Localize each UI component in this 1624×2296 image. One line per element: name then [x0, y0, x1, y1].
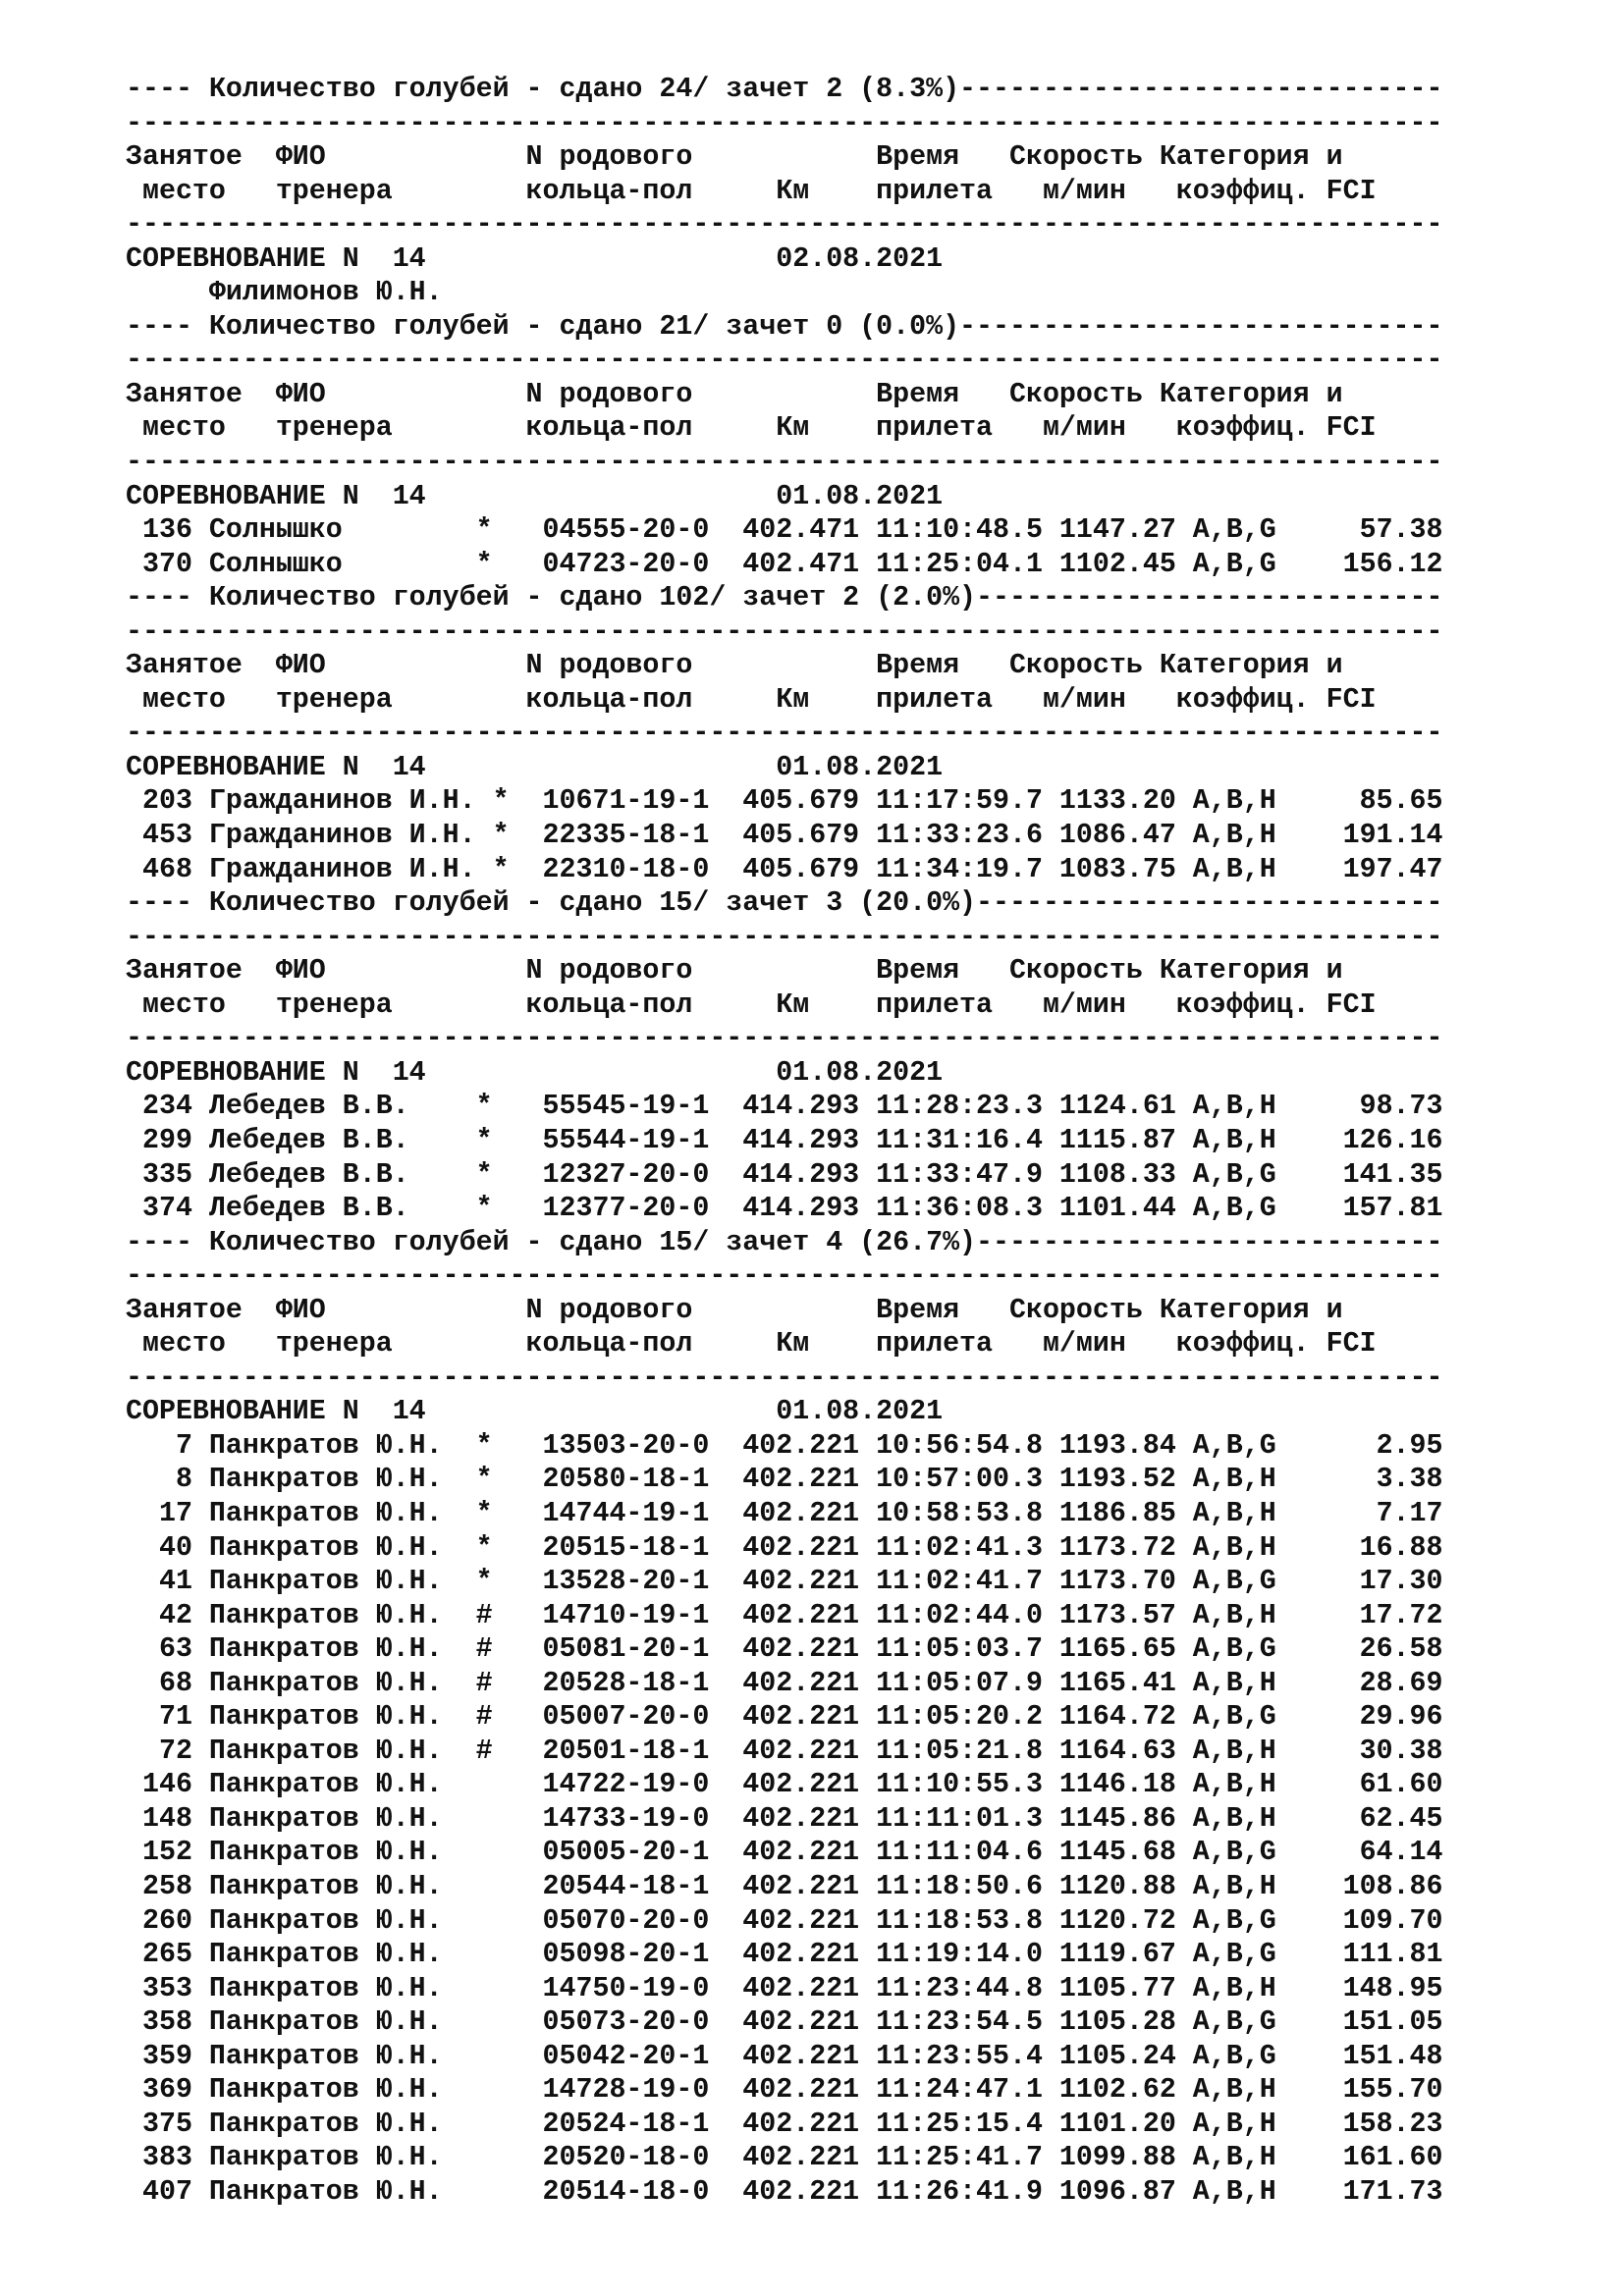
result-row: 8 Панкратов Ю.Н. * 20580-18-1 402.221 10:57:00.3 1193.52 A,B,H 3.38 [126, 1464, 1443, 1496]
separator-line: ------------------------------------------------------------------------------- [126, 1023, 1443, 1055]
result-row: 42 Панкратов Ю.Н. # 14710-19-1 402.221 11:02:44.0 1173.57 A,B,H 17.72 [126, 1599, 1443, 1631]
result-row: 258 Панкратов Ю.Н. 20544-18-1 402.221 11:18:50.6 1120.88 A,B,H 108.86 [126, 1870, 1443, 1902]
result-row: 453 Гражданинов И.Н. * 22335-18-1 405.679 11:33:23.6 1086.47 A,B,H 191.14 [126, 820, 1443, 852]
result-row: 260 Панкратов Ю.Н. 05070-20-0 402.221 11:18:53.8 1120.72 A,B,G 109.70 [126, 1904, 1443, 1937]
result-row: 203 Гражданинов И.Н. * 10671-19-1 405.679 11:17:59.7 1133.20 A,B,H 85.65 [126, 785, 1443, 818]
competition-header: СОРЕВНОВАНИЕ N 14 02.08.2021 [126, 242, 944, 275]
result-row: 17 Панкратов Ю.Н. * 14744-19-1 402.221 10:58:53.8 1186.85 A,B,H 7.17 [126, 1497, 1443, 1529]
summary-line: ---- Количество голубей - сдано 24/ зачет 2 (8.3%)----------------------------- [126, 74, 1443, 105]
summary-line: ---- Количество голубей - сдано 102/ зачет 2 (2.0%)---------------------------- [126, 582, 1443, 614]
competition-header: СОРЕВНОВАНИЕ N 14 01.08.2021 [126, 1396, 944, 1428]
separator-line: ------------------------------------------------------------------------------- [126, 615, 1443, 648]
summary-line: ---- Количество голубей - сдано 15/ зачет 3 (20.0%)---------------------------- [126, 887, 1443, 920]
competition-header: СОРЕВНОВАНИЕ N 14 01.08.2021 [126, 480, 944, 512]
result-row: 40 Панкратов Ю.Н. * 20515-18-1 402.221 11:02:41.3 1173.72 A,B,H 16.88 [126, 1531, 1443, 1564]
result-row: 374 Лебедев В.В. * 12377-20-0 414.293 11:36:08.3 1101.44 A,B,G 157.81 [126, 1193, 1443, 1225]
separator-line: ------------------------------------------------------------------------------- [126, 209, 1443, 241]
competition-header: СОРЕВНОВАНИЕ N 14 01.08.2021 [126, 1056, 944, 1089]
result-row: 234 Лебедев В.В. * 55545-19-1 414.293 11:28:23.3 1124.61 A,B,H 98.73 [126, 1091, 1443, 1123]
result-row: Филимонов Ю.Н. [126, 277, 443, 309]
separator-line: ------------------------------------------------------------------------------- [126, 107, 1443, 139]
result-row: 72 Панкратов Ю.Н. # 20501-18-1 402.221 11:05:21.8 1164.63 A,B,H 30.38 [126, 1735, 1443, 1767]
separator-line: ------------------------------------------------------------------------------- [126, 718, 1443, 750]
result-row: 299 Лебедев В.В. * 55544-19-1 414.293 11:31:16.4 1115.87 A,B,H 126.16 [126, 1124, 1443, 1156]
result-row: 148 Панкратов Ю.Н. 14733-19-0 402.221 11:11:01.3 1145.86 A,B,H 62.45 [126, 1802, 1443, 1835]
column-header: место тренера кольца-пол Км прилета м/мин коэффиц. FCI [126, 683, 1377, 716]
column-header: Занятое ФИО N родового Время Скорость Категория и [126, 141, 1343, 174]
column-header: место тренера кольца-пол Км прилета м/мин коэффиц. FCI [126, 412, 1377, 445]
competition-header: СОРЕВНОВАНИЕ N 14 01.08.2021 [126, 751, 944, 783]
summary-line: ---- Количество голубей - сдано 21/ зачет 0 (0.0%)----------------------------- [126, 310, 1443, 343]
result-row: 358 Панкратов Ю.Н. 05073-20-0 402.221 11:23:54.5 1105.28 A,B,G 151.05 [126, 2006, 1443, 2039]
result-row: 353 Панкратов Ю.Н. 14750-19-0 402.221 11:23:44.8 1105.77 A,B,H 148.95 [126, 1972, 1443, 2004]
summary-line: ---- Количество голубей - сдано 15/ зачет 4 (26.7%)---------------------------- [126, 1226, 1443, 1258]
result-row: 370 Солнышко * 04723-20-0 402.471 11:25:04.1 1102.45 A,B,G 156.12 [126, 548, 1443, 580]
result-row: 63 Панкратов Ю.Н. # 05081-20-1 402.221 11:05:03.7 1165.65 A,B,G 26.58 [126, 1633, 1443, 1666]
result-row: 136 Солнышко * 04555-20-0 402.471 11:10:48.5 1147.27 A,B,G 57.38 [126, 514, 1443, 547]
race-results-printout [126, 73, 1443, 2209]
result-row: 335 Лебедев В.В. * 12327-20-0 414.293 11:33:47.9 1108.33 A,B,G 141.35 [126, 1158, 1443, 1191]
separator-line: ------------------------------------------------------------------------------- [126, 345, 1443, 377]
result-row: 7 Панкратов Ю.Н. * 13503-20-0 402.221 10:56:54.8 1193.84 A,B,G 2.95 [126, 1429, 1443, 1462]
column-header: Занятое ФИО N родового Время Скорость Категория и [126, 1294, 1343, 1326]
separator-line: ------------------------------------------------------------------------------- [126, 1362, 1443, 1394]
result-row: 41 Панкратов Ю.Н. * 13528-20-1 402.221 11:02:41.7 1173.70 A,B,G 17.30 [126, 1566, 1443, 1598]
result-row: 71 Панкратов Ю.Н. # 05007-20-0 402.221 11:05:20.2 1164.72 A,B,G 29.96 [126, 1701, 1443, 1734]
result-row: 152 Панкратов Ю.Н. 05005-20-1 402.221 11:11:04.6 1145.68 A,B,G 64.14 [126, 1837, 1443, 1869]
column-header: Занятое ФИО N родового Время Скорость Категория и [126, 650, 1343, 682]
result-row: 146 Панкратов Ю.Н. 14722-19-0 402.221 11:10:55.3 1146.18 A,B,H 61.60 [126, 1769, 1443, 1801]
result-row: 375 Панкратов Ю.Н. 20524-18-1 402.221 11:25:15.4 1101.20 A,B,H 158.23 [126, 2108, 1443, 2140]
column-header: Занятое ФИО N родового Время Скорость Категория и [126, 955, 1343, 988]
result-row: 407 Панкратов Ю.Н. 20514-18-0 402.221 11:26:41.9 1096.87 A,B,H 171.73 [126, 2175, 1443, 2208]
result-row: 359 Панкратов Ю.Н. 05042-20-1 402.221 11:23:55.4 1105.24 A,B,G 151.48 [126, 2040, 1443, 2072]
result-row: 265 Панкратов Ю.Н. 05098-20-1 402.221 11:19:14.0 1119.67 A,B,G 111.81 [126, 1939, 1443, 1971]
separator-line: ------------------------------------------------------------------------------- [126, 921, 1443, 953]
column-header: место тренера кольца-пол Км прилета м/мин коэффиц. FCI [126, 1328, 1377, 1361]
result-row: 383 Панкратов Ю.Н. 20520-18-0 402.221 11:25:41.7 1099.88 A,B,H 161.60 [126, 2142, 1443, 2174]
result-row: 68 Панкратов Ю.Н. # 20528-18-1 402.221 11:05:07.9 1165.41 A,B,H 28.69 [126, 1667, 1443, 1699]
separator-line: ------------------------------------------------------------------------------- [126, 447, 1443, 479]
column-header: Занятое ФИО N родового Время Скорость Категория и [126, 378, 1343, 410]
separator-line: ------------------------------------------------------------------------------- [126, 1260, 1443, 1293]
result-row: 468 Гражданинов И.Н. * 22310-18-0 405.679 11:34:19.7 1083.75 A,B,H 197.47 [126, 853, 1443, 885]
column-header: место тренера кольца-пол Км прилета м/мин коэффиц. FCI [126, 175, 1377, 207]
result-row: 369 Панкратов Ю.Н. 14728-19-0 402.221 11:24:47.1 1102.62 A,B,H 155.70 [126, 2074, 1443, 2107]
column-header: место тренера кольца-пол Км прилета м/мин коэффиц. FCI [126, 988, 1377, 1021]
